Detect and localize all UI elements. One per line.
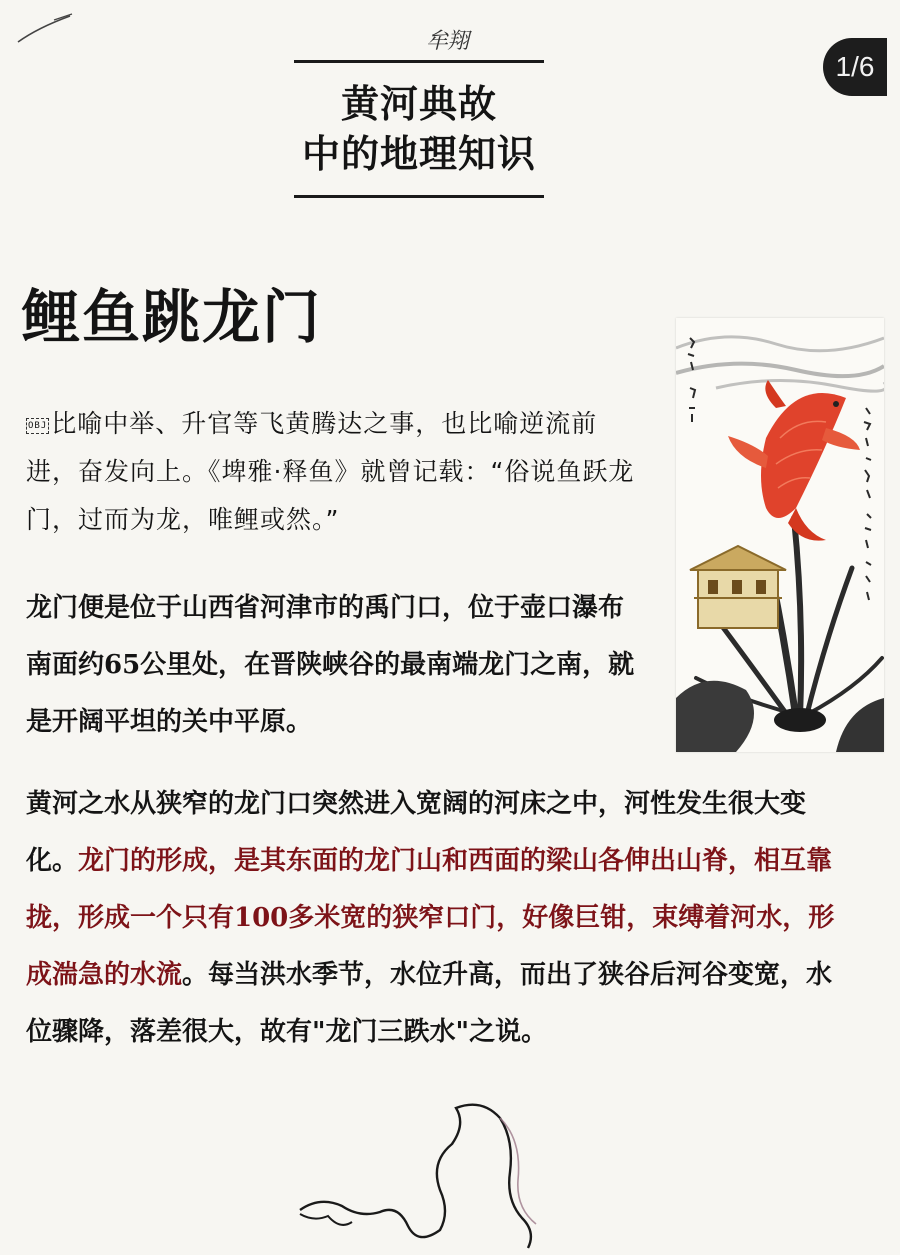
page-indicator: 1/6 — [823, 38, 887, 96]
formation-highlight: 龙门的形成，是其东面的龙门山和西面的梁山各伸出山脊，相互靠拢，形成一个只有100多米宽的狭窄口门，好像巨钳，束缚着河水，形成湍急的水流 — [26, 846, 835, 990]
location-paragraph: 龙门便是位于山西省河津市的禹门口，位于壶口瀑布南面约65公里处，在晋陕峡谷的最南端龙门之南，就是开阔平坦的关中平原。 — [26, 593, 635, 737]
pen-scribble — [14, 10, 74, 50]
handwritten-note: 牟翔 — [425, 29, 468, 54]
obj-marker-icon: OBJ — [26, 418, 49, 434]
topic-title-line1: 黄河典故 — [340, 81, 497, 126]
carp-painting-image — [676, 318, 884, 752]
formation-intro: 黄河之水从狭窄的龙门口突然进入宽阔的河床之中，河性发生很大变化。 — [26, 789, 807, 876]
definition-text: 比喻中举、升官等飞黄腾达之事，也比喻逆流前进，奋发向上。《埤雅·释鱼》就曾记载：“俗说鱼跃龙门，过而为龙，唯鲤或然。” — [26, 409, 635, 534]
topic-title-line2: 中的地理知识 — [301, 131, 536, 176]
formation-outro: 。每当洪水季节，水位升高，而出了狭谷后河谷变宽，水位骤降，落差很大，故有"龙门三跌水"之说。 — [26, 960, 833, 1047]
article-title: 鲤鱼跳龙门 — [22, 283, 323, 351]
definition-paragraph — [26, 400, 646, 544]
formation-paragraph — [26, 776, 856, 1061]
topic-title-box — [294, 60, 544, 198]
yellow-river-map-sketch — [290, 1100, 620, 1250]
